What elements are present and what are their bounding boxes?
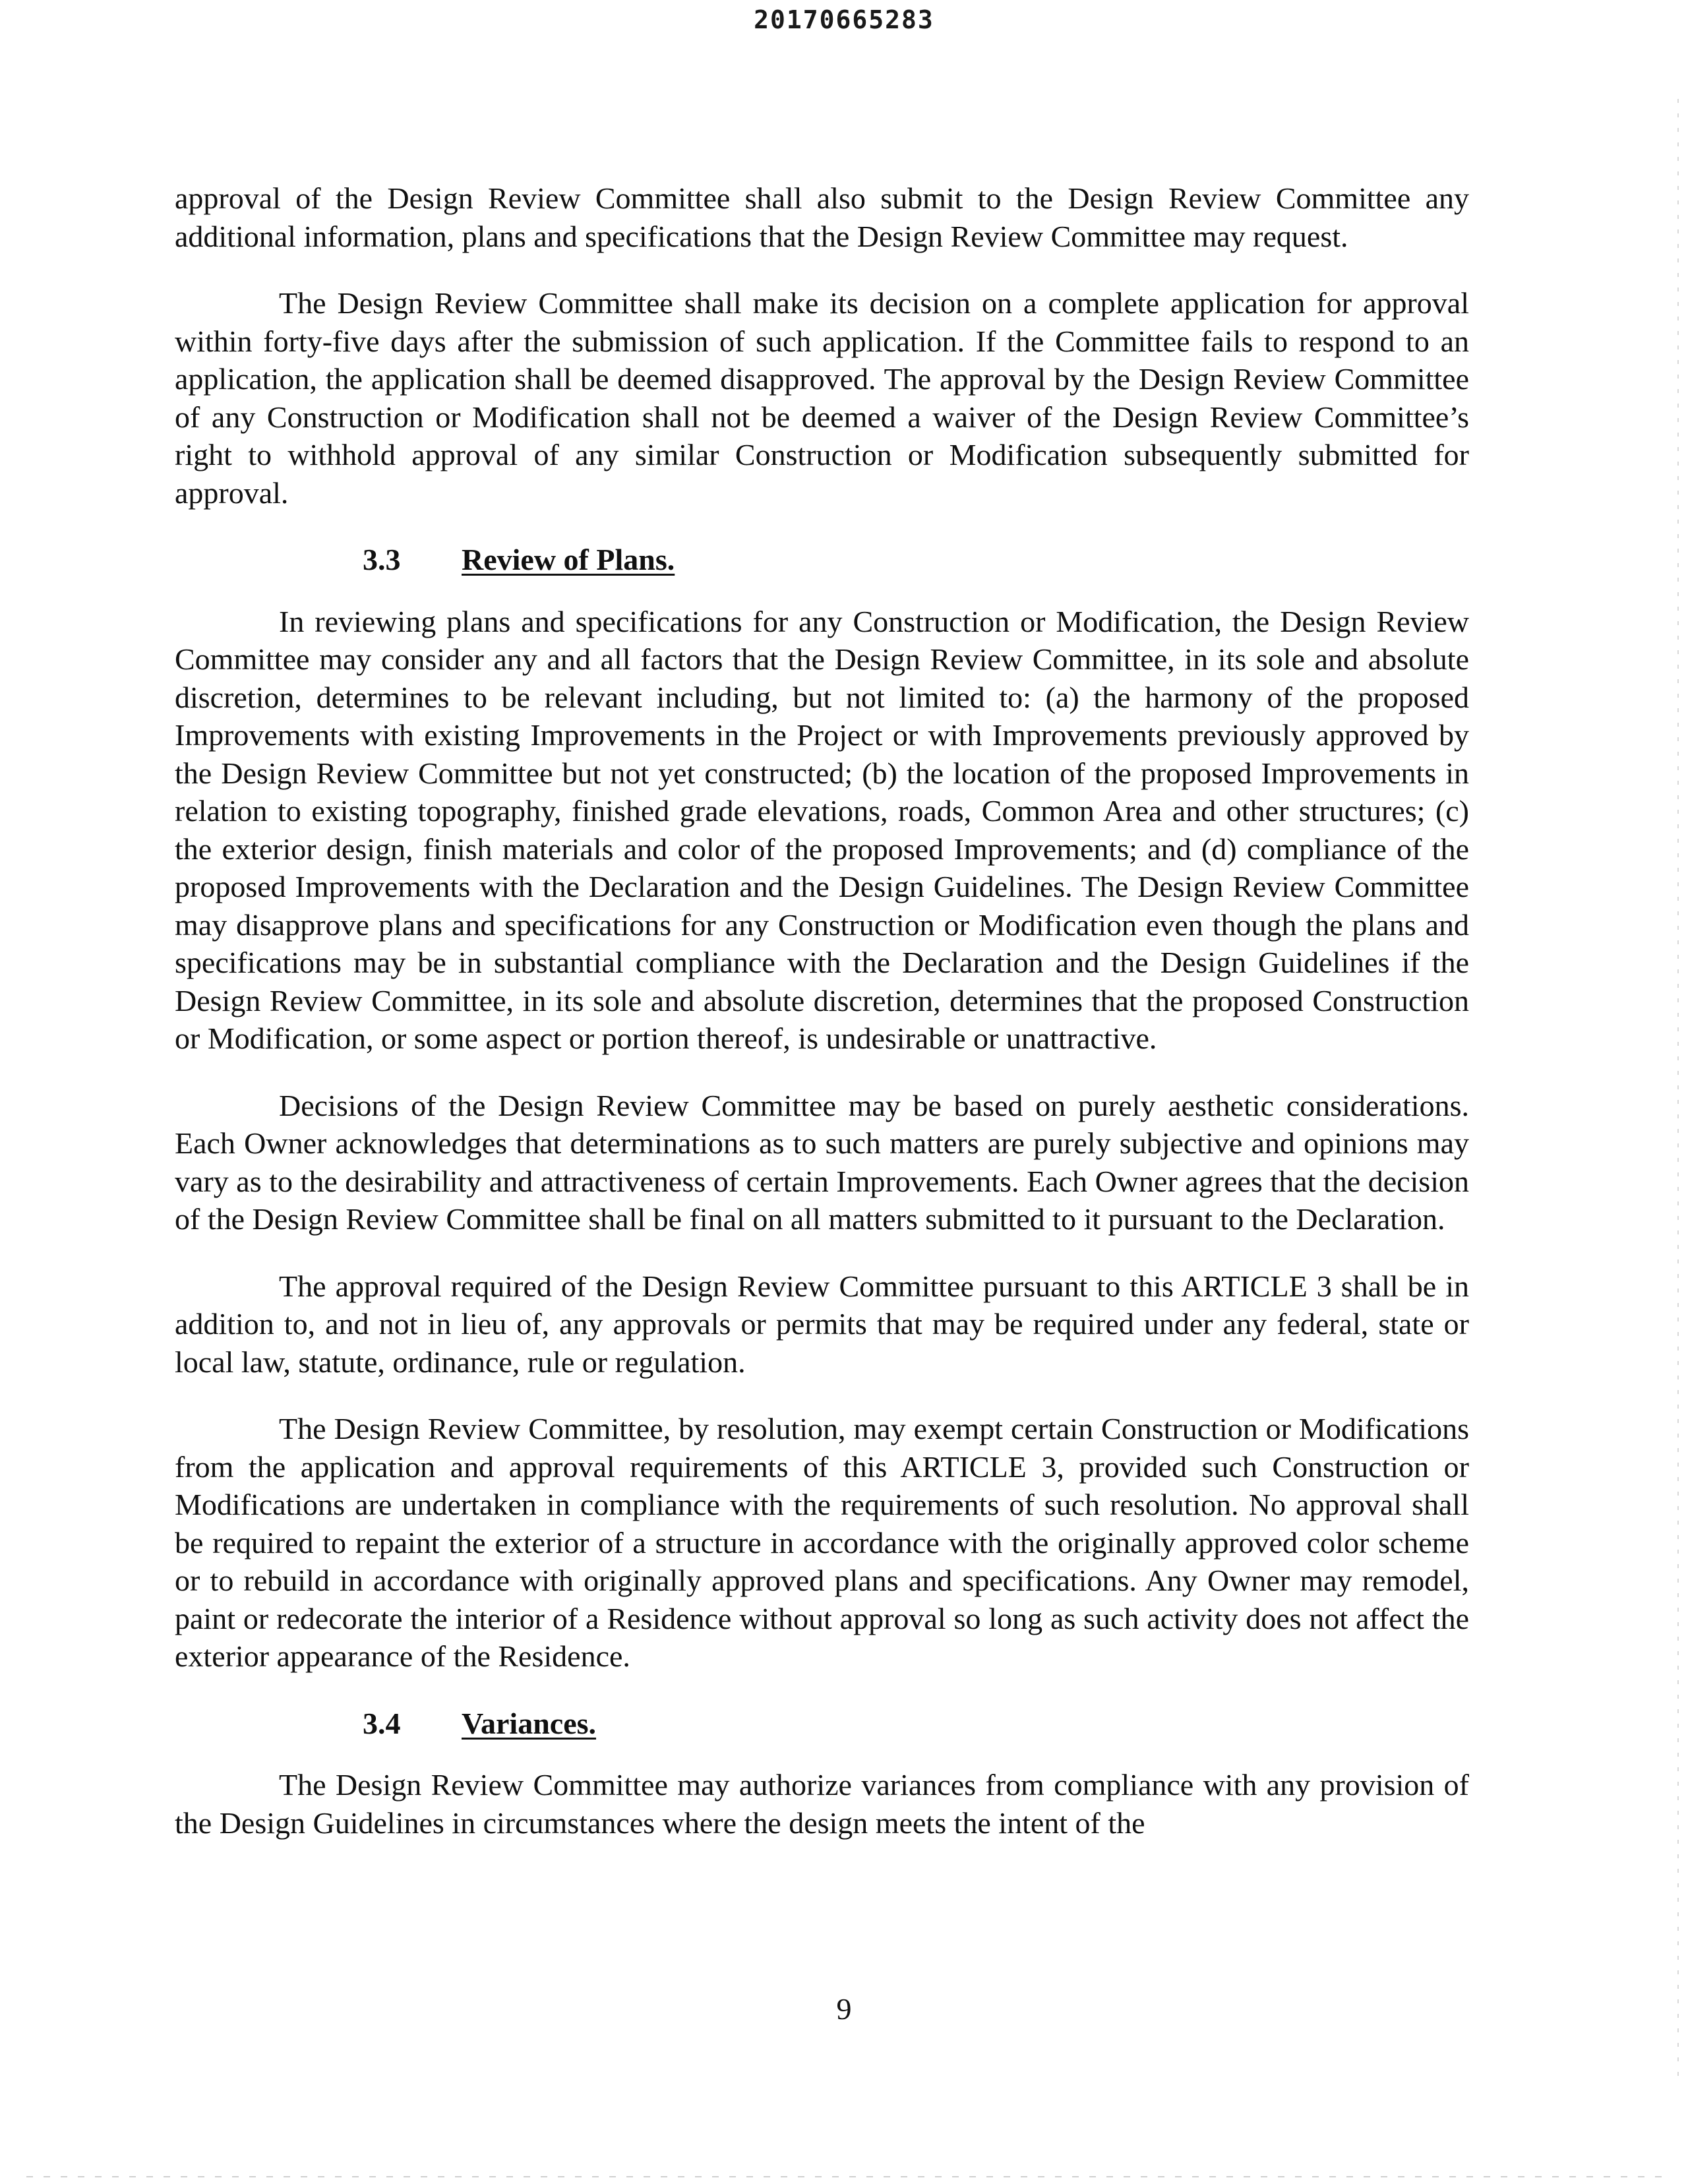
scan-edge-artifact — [1677, 99, 1679, 2077]
section-number: 3.4 — [363, 1706, 401, 1740]
page-content — [175, 179, 1469, 1871]
paragraph-decision-timing: The Design Review Committee shall make its decision on a complete application for approval within forty-five days after the submission of such application. If the Committee fails to respond to an application, the application shall be deemed disapproved. The approval by the Design Review Committee of any Construction or Modification shall not be deemed a waiver of the Design Review Committee’s right to withhold approval of any similar Construction or Modification subsequently submitted for approval. — [175, 286, 1469, 510]
section-title: Variances. — [462, 1706, 597, 1740]
section-title: Review of Plans. — [462, 543, 675, 576]
paragraph-aesthetic-decisions: Decisions of the Design Review Committee may be based on purely aesthetic considerations. Each Owner acknowledges that determinations as to such matters are purely subjective and opinions may vary as to the desirability and attractiveness of certain Improvements. Each Owner agrees that the decision of the Design Review Committee shall be final on all matters submitted to it pursuant to the Declaration. — [175, 1088, 1469, 1236]
scan-bottom-artifact — [26, 2176, 1662, 2177]
page-number: 9 — [836, 1992, 852, 2026]
paragraph-variances: The Design Review Committee may authorize variances from compliance with any provision of the Design Guidelines in circumstances where the design meets the intent of the — [175, 1768, 1469, 1840]
section-heading-variances — [175, 1705, 1469, 1743]
paragraph-exemptions: The Design Review Committee, by resolution, may exempt certain Construction or Modifications from the application and approval requirements of this ARTICLE 3, provided such Construction or Modifications are undertaken in compliance with the requirements of such resolution. No approval shall be required to repaint the exterior of a structure in accordance with the originally approved color scheme or to rebuild in accordance with originally approved plans and specifications. Any Owner may remodel, paint or redecorate the interior of a Residence without approval so long as such activity does not affect the exterior appearance of the Residence. — [175, 1412, 1469, 1673]
section-number: 3.3 — [363, 543, 401, 576]
document-number: 20170665283 — [754, 5, 934, 34]
paragraph-review-factors: In reviewing plans and specifications for any Construction or Modification, the Design Review Committee may consider any and all factors that the Design Review Committee, in its sole and absolute discretion, determines to be relevant including, but not limited to: (a) the harmony of the proposed Improvements with existing Improvements in the Project or with Improvements previously approved by the Design Review Committee but not yet constructed; (b) the location of the proposed Improvements in relation to existing topography, finished grade elevations, roads, Common Area and other structures; (c) the exterior design, finish materials and color of the proposed Improvements; and (d) compliance of the proposed Improvements with the Declaration and the Design Guidelines. The Design Review Committee may disapprove plans and specifications for any Construction or Modification even though the plans and specifications may be in substantial compliance with the Declaration and the Design Guidelines if the Design Review Committee, in its sole and absolute discretion, determines that the proposed Construction or Modification, or some aspect or portion thereof, is undesirable or unattractive. — [175, 604, 1469, 1055]
paragraph-continuation: approval of the Design Review Committee shall also submit to the Design Review Committee any additional information, plans and specifications that the Design Review Committee may request. — [175, 181, 1469, 253]
section-heading-review-of-plans — [175, 541, 1469, 579]
paragraph-additional-approvals: The approval required of the Design Review Committee pursuant to this ARTICLE 3 shall be in addition to, and not in lieu of, any approvals or permits that may be required under any federal, state or local law, statute, ordinance, rule or regulation. — [175, 1269, 1469, 1379]
